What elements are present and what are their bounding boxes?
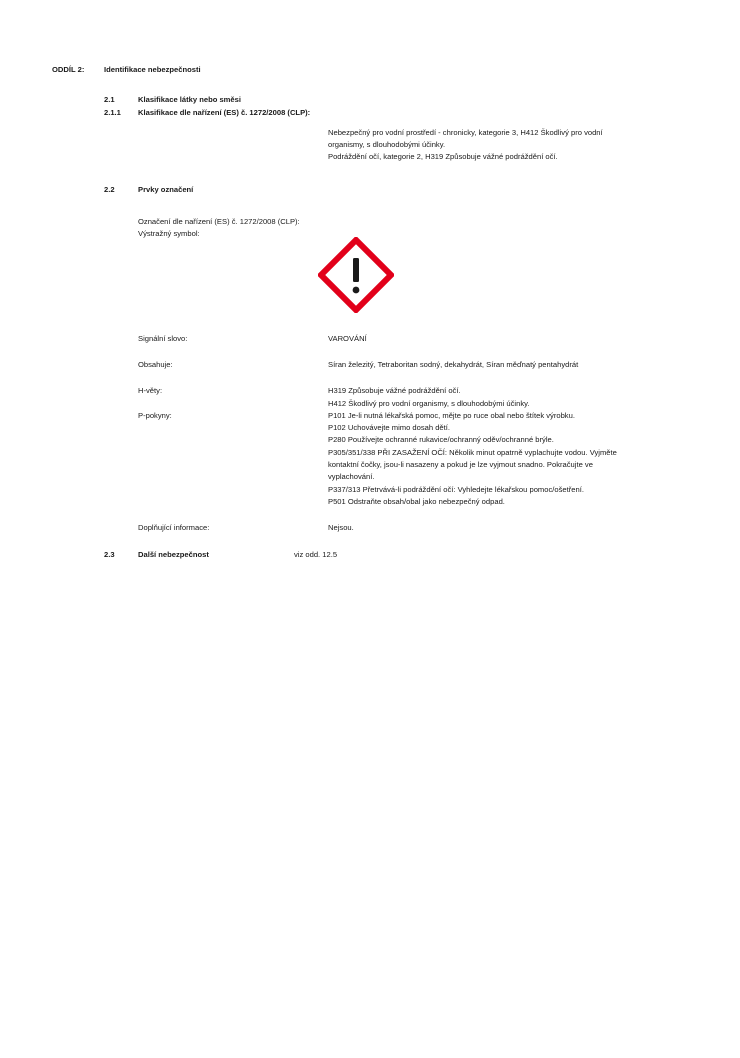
document-body (52, 64, 692, 561)
section-number: ODDÍL 2: (52, 65, 85, 74)
field-value: P101 Je-li nutná lékařská pomoc, mějte po ruce obal nebo štítek výrobku. (328, 410, 575, 420)
pictogram-area (52, 241, 692, 319)
subsection-2-2 (52, 184, 692, 196)
field-value: P337/313 Přetrvává-li podráždění očí: Vyhledejte lékařskou pomoc/ošetření. (328, 484, 584, 494)
subsection-2-1-1-title: Klasifikace dle nařízení (ES) č. 1272/2008 (CLP): (138, 107, 311, 117)
subsection-2-2-title: Prvky označení (138, 184, 194, 194)
field-value: P102 Uchovávejte mimo dosah dětí. (328, 423, 450, 433)
section-title: Identifikace nebezpečnosti (104, 65, 201, 74)
subsection-2-1-title: Klasifikace látky nebo směsi (138, 95, 241, 105)
field-value: Nejsou. (328, 523, 354, 533)
classification-line: organismy, s dlouhodobými účinky. (328, 140, 446, 150)
classification-line: Podráždění očí, kategorie 2, H319 Způsobuje vážné podráždění očí. (328, 152, 558, 162)
field-value: vyplachování. (328, 472, 375, 482)
subsection-2-3-number: 2.3 (104, 549, 115, 559)
field-value: kontaktní čočky, jsou-li nasazeny a pokud je lze vyjmout snadno. Pokračujte ve (328, 460, 593, 470)
field-value: VAROVÁNÍ (328, 333, 367, 343)
subsection-2-3 (52, 549, 692, 561)
hazard-symbol-label: Výstražný symbol: (138, 229, 200, 239)
subsection-2-1-1-number: 2.1.1 (104, 107, 121, 117)
field-label: H-věty: (138, 386, 163, 396)
field-value: H319 Způsobuje vážné podráždění očí. (328, 386, 461, 396)
subsection-2-2-number: 2.2 (104, 184, 115, 194)
field-value: P501 Odstraňte obsah/obal jako nebezpečný odpad. (328, 496, 505, 506)
field-label: Doplňující informace: (138, 523, 210, 533)
field-value: H412 Škodlivý pro vodní organismy, s dlouhodobými účinky. (328, 398, 530, 408)
labelling-intro: Označení dle nařízení (ES) č. 1272/2008 (CLP): (138, 217, 300, 227)
field-label: P-pokyny: (138, 410, 172, 420)
subsection-2-1-1 (52, 107, 692, 119)
field-value: P305/351/338 PŘI ZASAŽENÍ OČÍ: Několik minut opatrně vyplachujte vodou. Vyjměte (328, 447, 617, 457)
classification-line: Nebezpečný pro vodní prostředí - chronicky, kategorie 3, H412 Škodlivý pro vodní (328, 127, 603, 137)
section-header (52, 64, 692, 76)
field-label: Signální slovo: (138, 333, 188, 343)
field-value: Síran železitý, Tetraboritan sodný, dekahydrát, Síran měďnatý pentahydrát (328, 359, 579, 369)
field-contains (52, 359, 692, 371)
field-label: Obsahuje: (138, 359, 173, 369)
field-p-statements (52, 410, 692, 508)
field-additional-info (52, 522, 692, 534)
subsection-2-1-number: 2.1 (104, 95, 115, 105)
field-h-statements (52, 385, 692, 410)
classification-block (52, 127, 692, 164)
subsection-2-3-value: viz odd. 12.5 (294, 549, 338, 559)
classification-text (328, 127, 692, 164)
ghs07-exclamation-mark-icon (318, 237, 394, 313)
subsection-2-3-title: Další nebezpečnost (138, 549, 209, 559)
field-signal-word (52, 333, 692, 345)
field-value: P280 Používejte ochranné rukavice/ochranný oděv/ochranné brýle. (328, 435, 554, 445)
subsection-2-1 (52, 94, 692, 106)
labelling-intro-col (138, 216, 328, 241)
